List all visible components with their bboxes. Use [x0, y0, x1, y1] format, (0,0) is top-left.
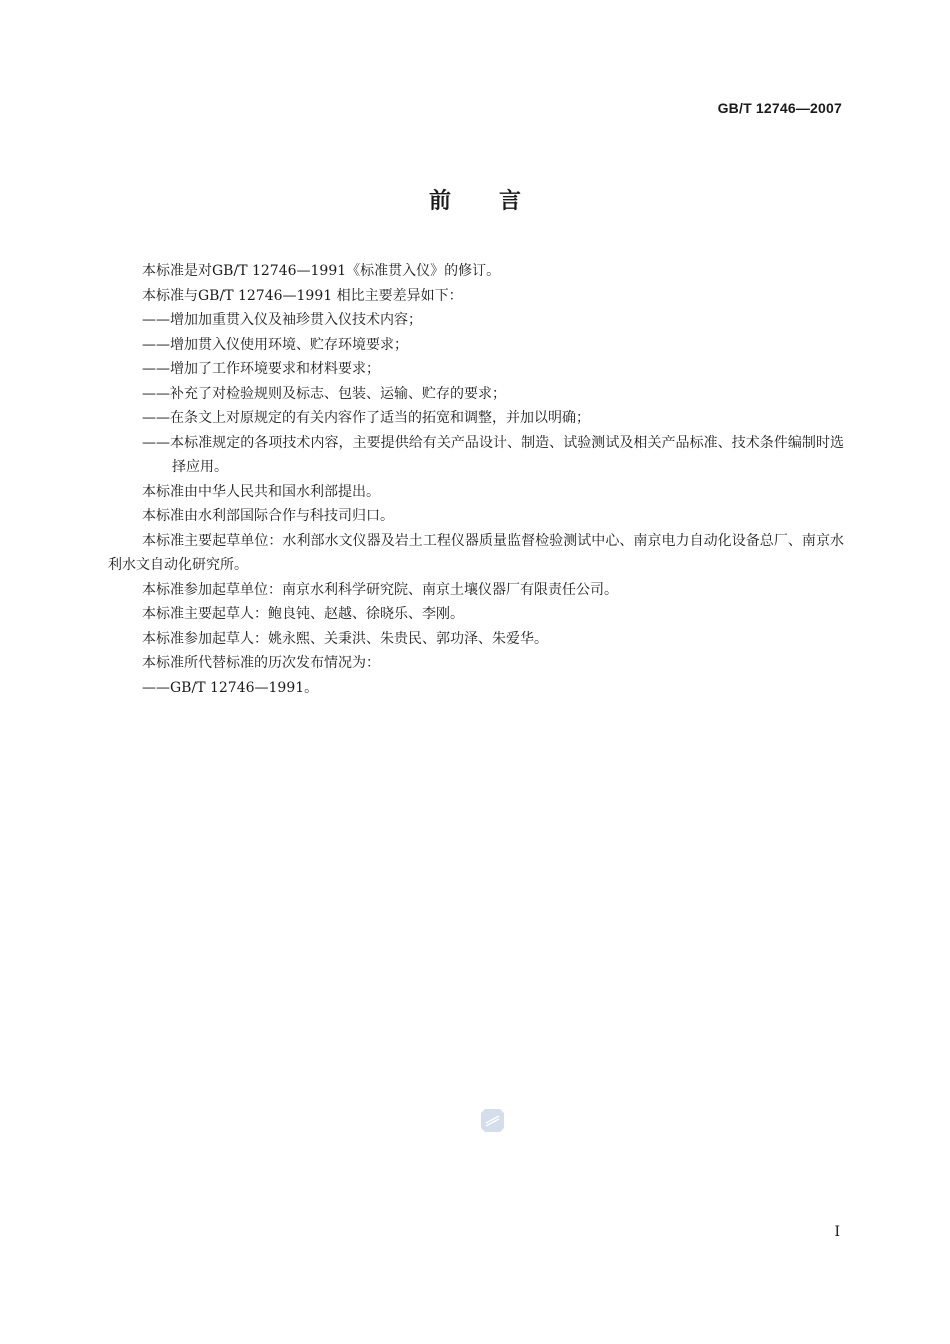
body-paragraph: 本标准与GB/T 12746—1991 相比主要差异如下：	[142, 287, 463, 304]
list-item: ——本标准规定的各项技术内容，主要提供给有关产品设计、制造、试验测试及相关产品标准、技术条件编制时选择应用。	[142, 434, 844, 475]
list-item: ——补充了对检验规则及标志、包装、运输、贮存的要求；	[142, 385, 506, 402]
body-paragraph: 本标准主要起草人：鲍良钝、赵越、徐晓乐、李刚。	[142, 606, 464, 622]
body-paragraph: 本标准参加起草单位：南京水利科学研究院、南京土壤仪器厂有限责任公司。	[142, 581, 618, 598]
list-item: ——GB/T 12746—1991。	[142, 679, 319, 696]
sac-logo-icon	[479, 1107, 506, 1134]
foreword-body	[108, 259, 844, 700]
standard-code: GB/T 12746—2007	[717, 100, 842, 116]
list-item: ——增加了工作环境要求和材料要求；	[142, 361, 380, 377]
list-item: ——增加加重贯入仪及袖珍贯入仪技术内容；	[142, 312, 422, 328]
list-item: ——在条文上对原规定的有关内容作了适当的拓宽和调整，并加以明确；	[142, 410, 590, 426]
body-paragraph: 本标准由中华人民共和国水利部提出。	[142, 483, 380, 500]
body-paragraph: 本标准是对GB/T 12746—1991《标准贯入仪》的修订。	[142, 263, 501, 279]
body-paragraph: 本标准主要起草单位：水利部水文仪器及岩土工程仪器质量监督检验测试中心、南京电力自动化设备总厂、南京水利水文自动化研究所。	[108, 532, 844, 573]
body-paragraph: 本标准所代替标准的历次发布情况为：	[142, 655, 380, 671]
body-paragraph: 本标准参加起草人：姚永熙、关秉洪、朱贵民、郭功泽、朱爱华。	[142, 630, 548, 647]
page-title: 前言	[428, 189, 569, 214]
page-number: I	[834, 1224, 840, 1240]
list-item: ——增加贯入仪使用环境、贮存环境要求；	[142, 336, 408, 353]
body-paragraph: 本标准由水利部国际合作与科技司归口。	[142, 508, 394, 524]
